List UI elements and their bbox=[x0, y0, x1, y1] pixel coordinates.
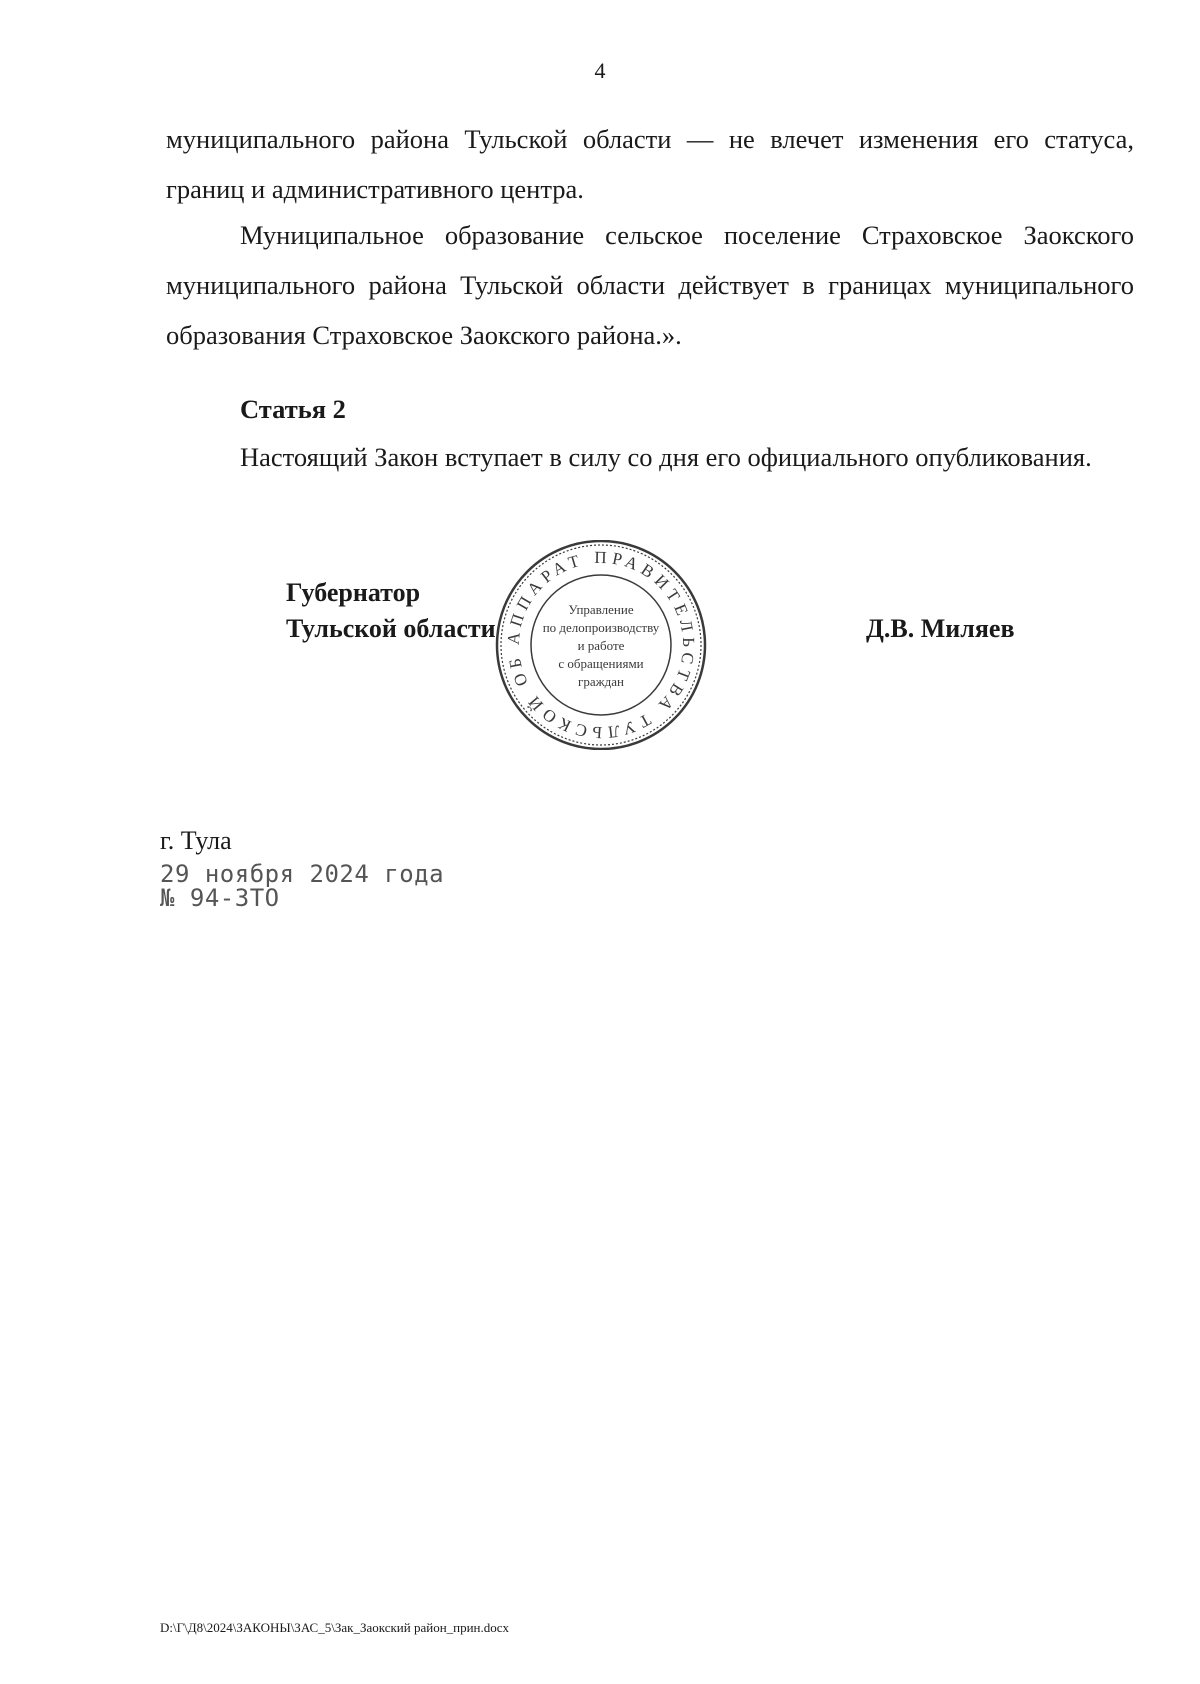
article-heading: Статья 2 bbox=[240, 394, 346, 424]
paragraph-text: Муниципальное образование сельское поселение Страховское Заокского муниципального района Тульской области действует в границах муниципального образования Страховское Заокского района.». bbox=[166, 220, 1134, 350]
file-path: D:\Г\Д8\2024\ЗАКОНЫ\ЗАС_5\Зак_Заокский район_прин.docx bbox=[160, 1620, 510, 1635]
seal-center-line: по делопроизводству bbox=[542, 620, 660, 635]
seal-center-line: граждан bbox=[578, 674, 624, 689]
official-seal bbox=[478, 540, 724, 750]
paragraph-text: муниципального района Тульской области — не влечет изменения его статуса, границ и административного центра. bbox=[166, 124, 1134, 204]
article-text: Настоящий Закон вступает в силу со дня его официального опубликования. bbox=[240, 442, 1092, 472]
city: г. Тула bbox=[160, 826, 232, 855]
seal-center-line: и работе bbox=[577, 638, 625, 653]
seal-ring-text: АППАРАТ ПРАВИТЕЛЬСТВА ТУЛЬСКОЙ ОБ bbox=[503, 547, 699, 743]
seal-graphic bbox=[478, 540, 724, 750]
page-number: 4 bbox=[594, 58, 606, 83]
seal-center-line: с обращениями bbox=[558, 656, 644, 671]
signatory-name: Д.В. Миляев bbox=[866, 614, 1015, 643]
law-date: 29 ноября 2024 года bbox=[160, 860, 445, 888]
signatory-title: Тульской области bbox=[286, 614, 496, 643]
seal-center-line: Управление bbox=[568, 602, 634, 617]
paragraph-continuation bbox=[166, 114, 1134, 214]
paragraph-boundaries bbox=[166, 210, 1134, 360]
signatory-title: Губернатор bbox=[286, 578, 421, 607]
law-number: № 94-ЗТО bbox=[160, 884, 280, 912]
